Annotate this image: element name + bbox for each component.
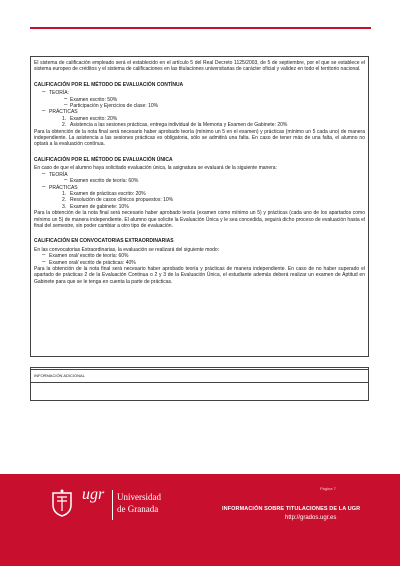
top-accent-bar	[30, 27, 371, 29]
additional-info-label: INFORMACIÓN ADICIONAL	[34, 373, 85, 378]
list-item: – Examen oral/ escrito de prácticas: 40%	[34, 260, 365, 266]
ugr-wordmark: ugr	[82, 486, 105, 503]
university-name: Universidad de Granada	[117, 492, 161, 514]
intro-paragraph: El sistema de calificación empleado será el establecido en el artículo 5 del Real Decreto 1125/2003, de 5 de septiembre, por el que se establece el sistema europeo de créditos y el sistema de calificaciones en las titulaciones universitarias de carácter oficial y validez en todo el territorio nacional.	[34, 60, 365, 73]
extra-note: Para la obtención de la nota final será necesario haber aprobado teoría y prácticas de manera independiente. En caso de no haber superado el apartado de prácticas 2 de la Evaluación Continua o 2 y 3 de la Evaluación Única, el estudiante además deberá realizar un examen de Aptitud en Gabinete para que se le tenga en cuenta la parte de prácticas.	[34, 265, 365, 285]
unica-note: Para la obtención de la nota final será necesario haber aprobado teoría (examen como mínimo un 5) y prácticas (cada uno de los apartados como mínimo un 5) de manera independiente. El alumno que solicite la Evaluación Única y le sea concedida, seguirá dicho proceso de evaluación hasta el final del semestre, sin poder cambiar a otro tipo de evaluación.	[34, 210, 365, 229]
list-item: – TEORÍA	[34, 172, 365, 178]
evaluation-cell	[31, 57, 368, 369]
continua-note: Para la obtención de la nota final será necesario haber aprobado teoría (mínimo un 5 en el examen) y prácticas (mínimo un 5 cada uno) de manera independiente. La asistencia a las sesiones prácticas es obligatoria, sólo se admitirá una falta. En caso de tener más de una falta, el alumno no optará a la evaluación contínua.	[34, 128, 365, 148]
list-item: – TEORÍA:	[34, 90, 365, 96]
list-item: – PRÁCTICAS	[34, 185, 365, 191]
unica-intro: En caso de que el alumno haya solicitado evaluación única, la asignatura se evaluará de la siguiente manera:	[34, 165, 277, 172]
unica-heading: CALIFICACIÓN POR EL MÉTODO DE EVALUACIÓN ÚNICA	[34, 156, 173, 163]
list-item: – Examen escrito: 50%	[34, 97, 365, 103]
continua-heading: CALIFICACIÓN POR EL MÉTODO DE EVALUACIÓN CONTÍNUA	[34, 81, 184, 88]
page-number: Página 7	[320, 486, 336, 491]
list-item: 2. Resolución de casos clínicos propuestos: 10%	[62, 197, 174, 204]
list-item: 1. Examen escrito: 20%	[62, 115, 118, 122]
list-item: – Participación y Ejercicios de clase: 10%	[34, 103, 365, 109]
evaluation-table	[30, 56, 369, 357]
row-divider	[31, 382, 368, 383]
list-item: – Examen oral/ escrito de teoría: 60%	[34, 253, 365, 259]
list-item: – Examen escrito de teoría: 60%	[34, 178, 365, 184]
list-item: 2. Asistencia a las sesiones prácticas, entrega individual de la Memoria y Examen de Gabinete: 20%	[62, 122, 288, 129]
footer-title: INFORMACIÓN SOBRE TITULACIONES DE LA UGR	[222, 506, 361, 512]
logo-divider	[112, 490, 113, 520]
list-item: 3. Examen de gabinete: 10%	[62, 203, 129, 210]
additional-info-box	[30, 367, 369, 401]
university-crest-icon	[51, 489, 73, 517]
list-item: – PRÁCTICAS	[34, 109, 365, 115]
extra-heading: CALIFICACIÓN EN CONVOCATORIAS EXTRAORDINARIAS	[34, 238, 174, 245]
extra-intro: En las convocatorias Extraordinarias, la evaluación se realizará del siguiente modo:	[34, 246, 220, 253]
footer-band	[0, 474, 400, 566]
list-item: 1. Examen de prácticas escrito: 20%	[62, 190, 146, 197]
footer-url-link[interactable]: http://grados.ugr.es	[285, 515, 337, 521]
